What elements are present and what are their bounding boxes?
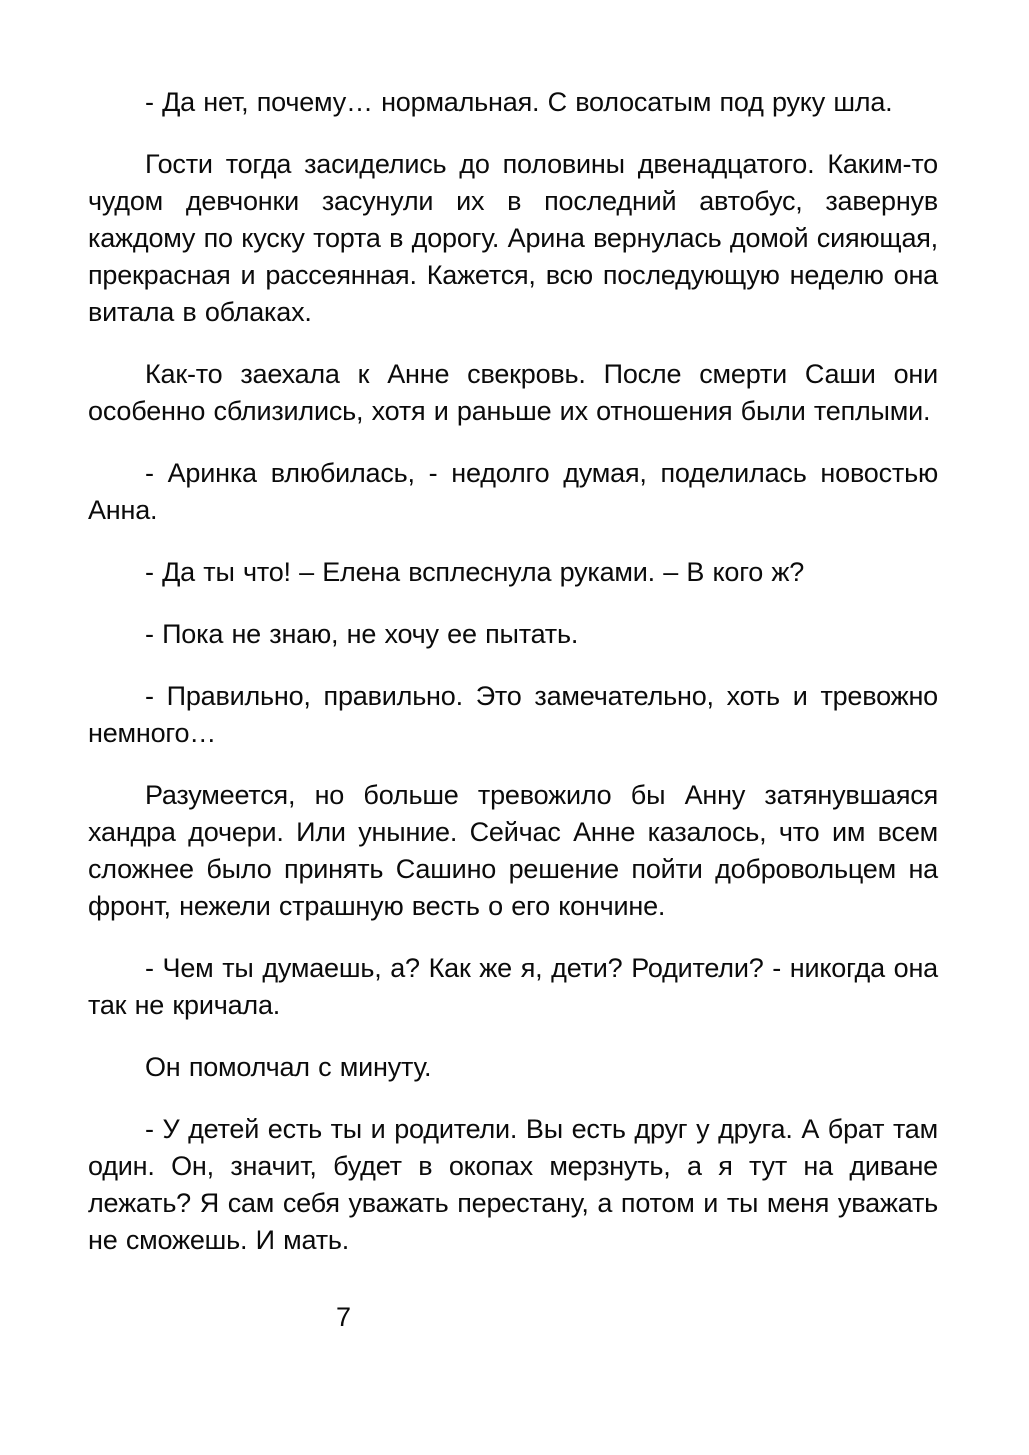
paragraph: Гости тогда засиделись до половины двенадцатого. Каким-то чудом девчонки засунули их в последний автобус, завернув каждому по куску торта в дорогу. Арина вернулась домой сияющая, прекрасная и рассеянная. Кажется, всю последующую неделю она витала в облаках. xyxy=(88,149,938,327)
paragraph: - Правильно, правильно. Это замечательно, хоть и тревожно немного… xyxy=(88,681,938,748)
paragraph: - Аринка влюбилась, - недолго думая, поделилась новостью Анна. xyxy=(88,458,938,525)
page-number: 7 xyxy=(336,1302,352,1332)
paragraph: - Пока не знаю, не хочу ее пытать. xyxy=(145,619,579,649)
paragraph: Разумеется, но больше тревожило бы Анну затянувшаяся хандра дочери. Или уныние. Сейчас Анне казалось, что им всем сложнее было принять Сашино решение пойти добровольцем на фронт, нежели страшную весть о его кончине. xyxy=(88,780,938,921)
paragraph: Он помолчал с минуту. xyxy=(145,1052,432,1082)
paragraph: - Да ты что! – Елена всплеснула руками. – В кого ж? xyxy=(145,557,805,587)
paragraph: - У детей есть ты и родители. Вы есть друг у друга. А брат там один. Он, значит, будет в окопах мерзнуть, а я тут на диване лежать? Я сам себя уважать перестану, а потом и ты меня уважать не сможешь. И мать. xyxy=(88,1114,938,1255)
paragraph: Как-то заехала к Анне свекровь. После смерти Саши они особенно сблизились, хотя и раньше их отношения были теплыми. xyxy=(88,359,938,426)
paragraph: - Да нет, почему… нормальная. С волосатым под руку шла. xyxy=(145,87,893,117)
paragraph: - Чем ты думаешь, а? Как же я, дети? Родители? - никогда она так не кричала. xyxy=(88,953,938,1020)
